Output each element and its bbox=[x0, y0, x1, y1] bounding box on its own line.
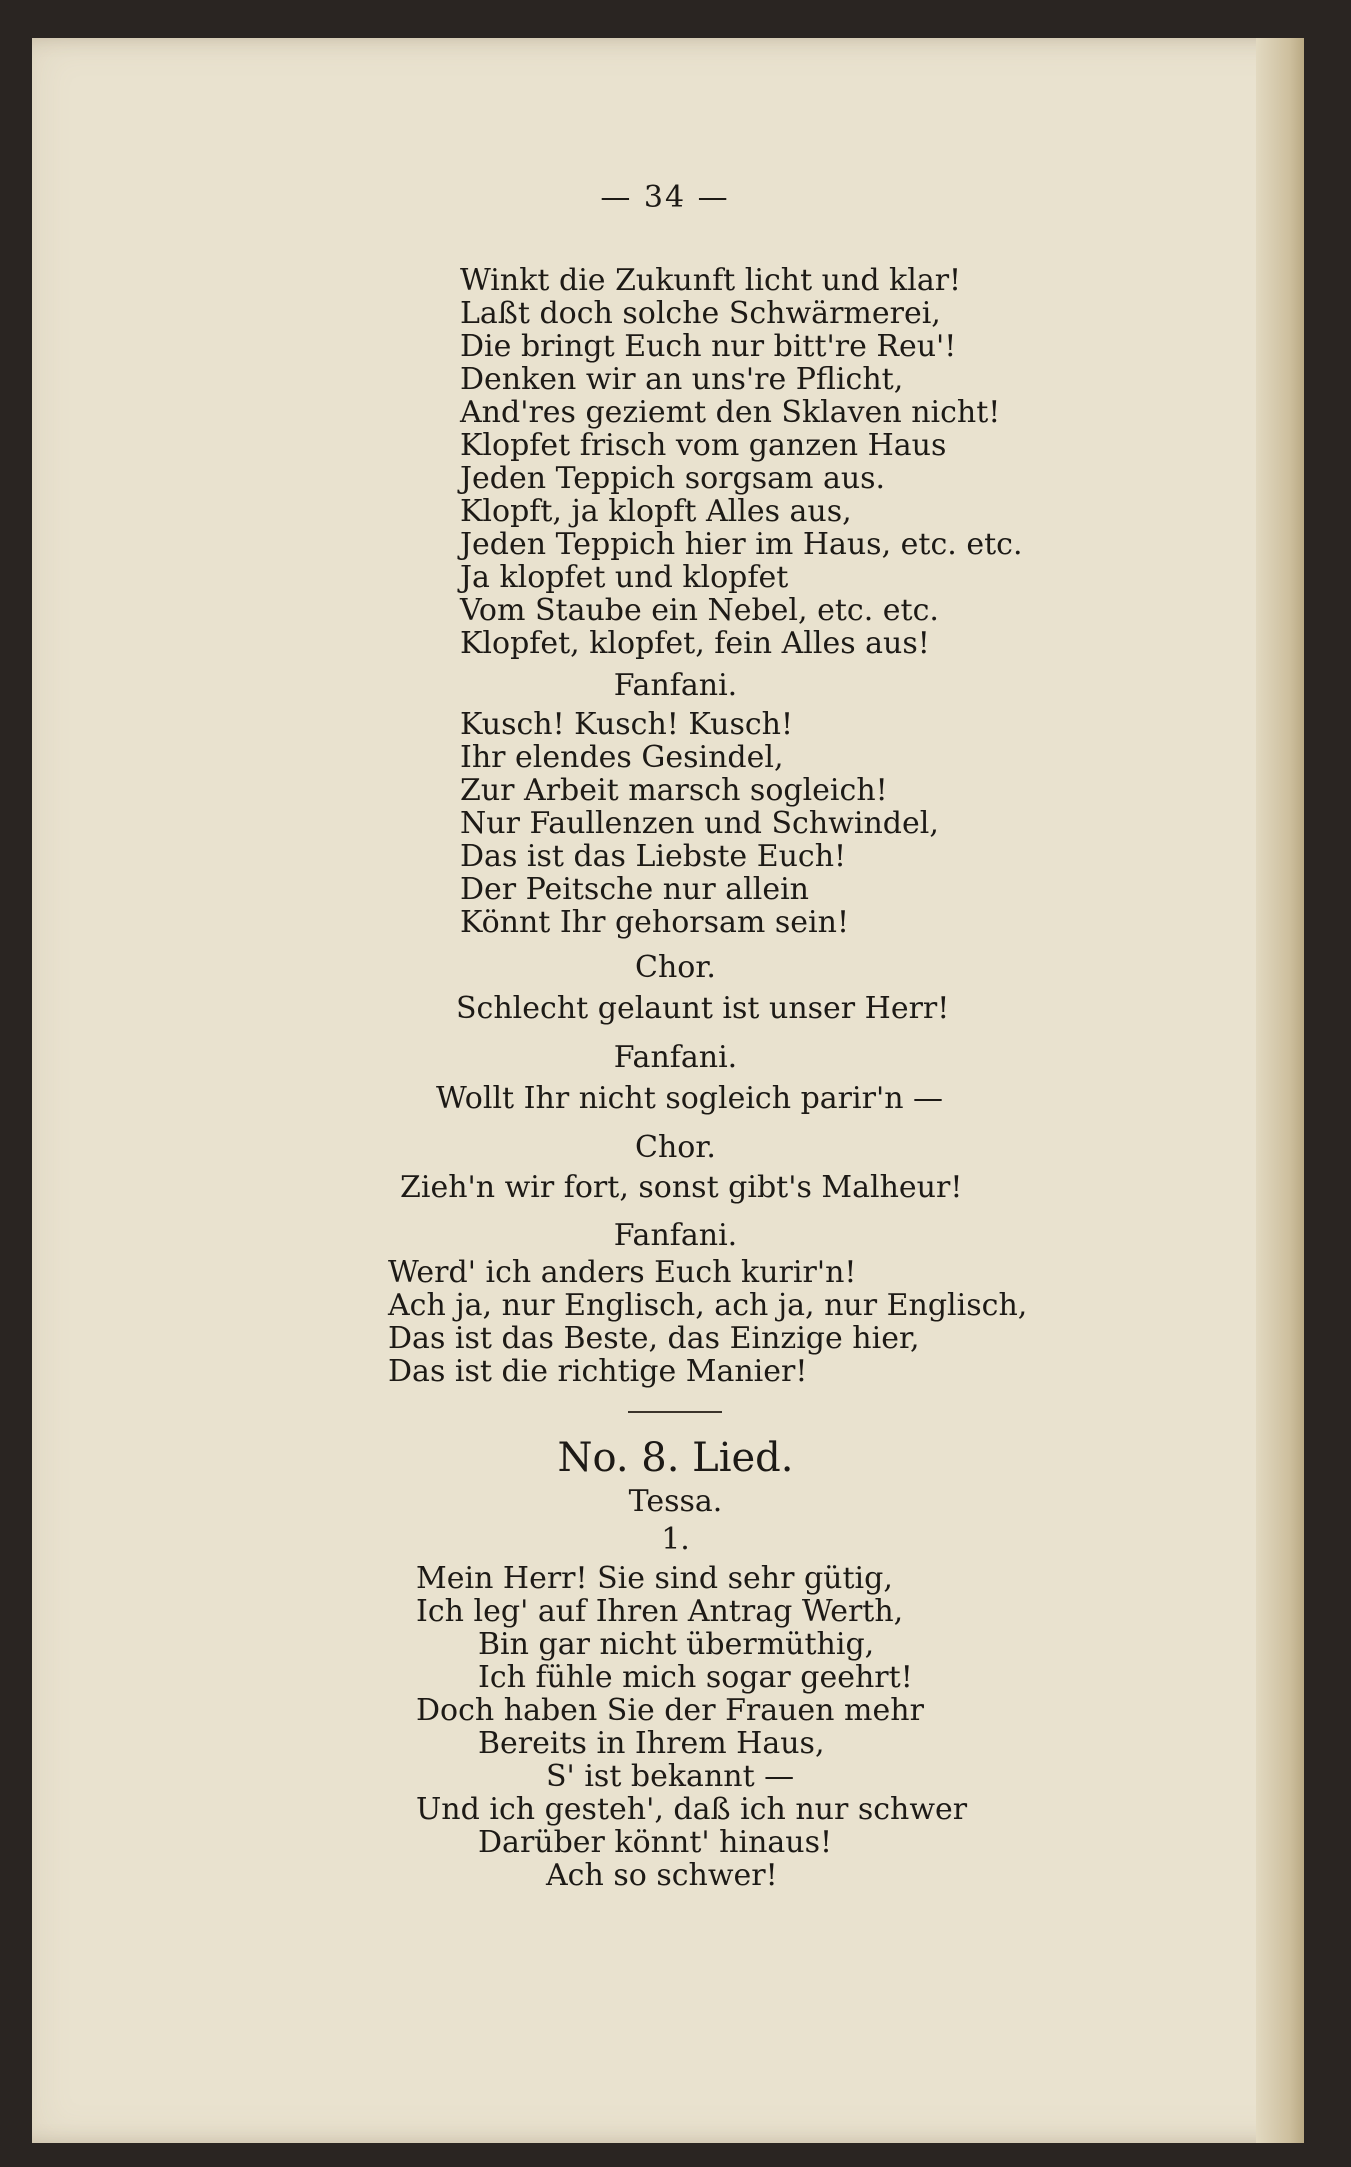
verse-line: Nur Faullenzen und Schwindel, bbox=[460, 806, 939, 841]
verse-line: Kusch! Kusch! Kusch! bbox=[460, 707, 794, 742]
page-number: — 34 — bbox=[600, 180, 730, 215]
verse-line: Das ist das Beste, das Einzige hier, bbox=[388, 1321, 920, 1356]
song-title: No. 8. Lied. bbox=[557, 1435, 794, 1481]
section-divider bbox=[628, 1411, 722, 1413]
song-line: S' ist bekannt — bbox=[546, 1759, 795, 1794]
song-line: Mein Herr! Sie sind sehr gütig, bbox=[416, 1561, 893, 1596]
verse-line: Das ist die richtige Manier! bbox=[388, 1354, 808, 1389]
speaker-name: Fanfani. bbox=[613, 1218, 738, 1253]
verse-line: And'res geziemt den Sklaven nicht! bbox=[460, 395, 1001, 430]
verse-line: Zieh'n wir fort, sonst gibt's Malheur! bbox=[400, 1170, 963, 1205]
verse-line: Laßt doch solche Schwärmerei, bbox=[460, 296, 941, 331]
verse-line: Wollt Ihr nicht sogleich parir'n — bbox=[436, 1081, 944, 1116]
verse-number: 1. bbox=[661, 1522, 690, 1557]
song-line: Darüber könnt' hinaus! bbox=[478, 1825, 833, 1860]
verse-line: Werd' ich anders Euch kurir'n! bbox=[388, 1255, 857, 1290]
verse-line: Könnt Ihr gehorsam sein! bbox=[460, 905, 850, 940]
page-edge bbox=[1256, 38, 1304, 2143]
speaker-name: Fanfani. bbox=[613, 1040, 738, 1075]
verse-line: Winkt die Zukunft licht und klar! bbox=[460, 263, 962, 298]
verse-line: Schlecht gelaunt ist unser Herr! bbox=[456, 991, 950, 1026]
speaker-name: Fanfani. bbox=[613, 668, 738, 703]
verse-line: Klopft, ja klopft Alles aus, bbox=[460, 494, 852, 529]
speaker-name: Chor. bbox=[635, 1130, 716, 1165]
verse-line: Ja klopfet und klopfet bbox=[460, 560, 789, 595]
song-line: Ach so schwer! bbox=[546, 1858, 778, 1893]
verse-line: Zur Arbeit marsch sogleich! bbox=[460, 773, 888, 808]
verse-line: Klopfet, klopfet, fein Alles aus! bbox=[460, 626, 930, 661]
song-line: Bin gar nicht übermüthig, bbox=[478, 1627, 875, 1662]
verse-line: Vom Staube ein Nebel, etc. etc. bbox=[460, 593, 939, 628]
verse-line: Die bringt Euch nur bitt're Reu'! bbox=[460, 329, 957, 364]
verse-line: Der Peitsche nur allein bbox=[460, 872, 809, 907]
song-line: Und ich gesteh', daß ich nur schwer bbox=[416, 1792, 968, 1827]
verse-line: Jeden Teppich hier im Haus, etc. etc. bbox=[460, 527, 1023, 562]
verse-line: Ach ja, nur Englisch, ach ja, nur Englisch, bbox=[388, 1288, 1028, 1323]
song-line: Ich fühle mich sogar geehrt! bbox=[478, 1660, 913, 1695]
verse-line: Klopfet frisch vom ganzen Haus bbox=[460, 428, 947, 463]
song-line: Doch haben Sie der Frauen mehr bbox=[416, 1693, 924, 1728]
song-line: Bereits in Ihrem Haus, bbox=[478, 1726, 825, 1761]
singer-name: Tessa. bbox=[628, 1484, 723, 1519]
verse-line: Das ist das Liebste Euch! bbox=[460, 839, 847, 874]
song-line: Ich leg' auf Ihren Antrag Werth, bbox=[416, 1594, 904, 1629]
verse-line: Jeden Teppich sorgsam aus. bbox=[460, 461, 886, 496]
speaker-name: Chor. bbox=[635, 950, 716, 985]
verse-line: Denken wir an uns're Pflicht, bbox=[460, 362, 904, 397]
verse-line: Ihr elendes Gesindel, bbox=[460, 740, 784, 775]
